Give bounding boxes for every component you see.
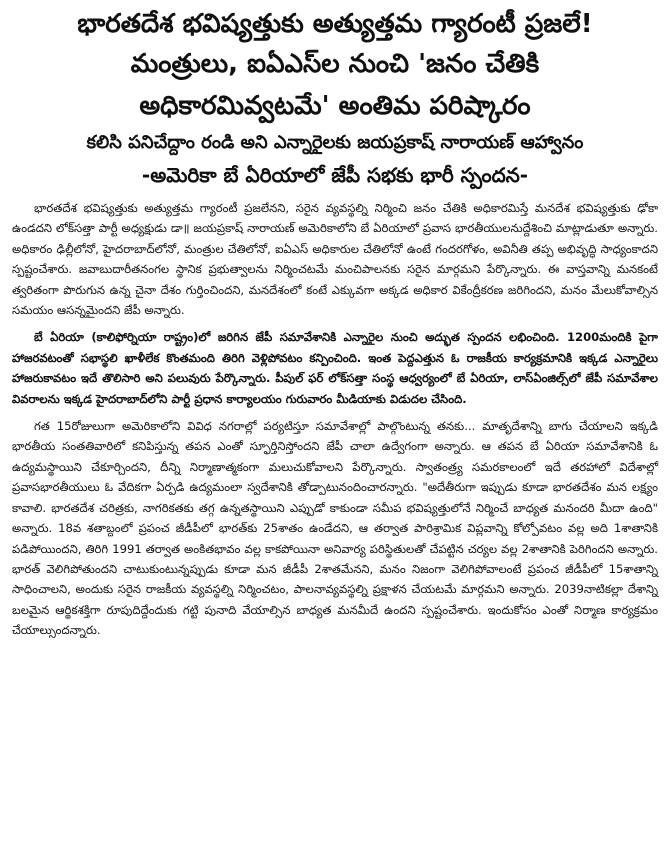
article-paragraph-2: బే ఏరియా (కాలిఫోర్నియా రాష్ట్రం)లో జరిగిన జేపీ సమావేశానికి ఎన్నారైల నుంచి అద్భుత స్పందన లభించింది. 1200మందికి పైగా హాజరవటంతో సభాస్థలి ఖాళీలేక కొంతమంది తిరిగి వెళ్లిపోవటం కన్పించింది. ఇంత పెద్దఎత్తున ఓ రాజకీయ కార్యక్రమానికి ఇక్కడ ఎన్నారైలు హాజరుకావటం ఇదే తొలిసారి అని పలువురు పేర్కొన్నారు. పీపుల్ ఫర్ లోక్‌సత్తా సంస్థ ఆధ్వర్యంలో బే ఏరియా, లాస్‌ఏంజిల్స్‌లో జేపీ సమావేశాల వివరాలను ఇక్కడ హైదరాబాద్‌లోని పార్టీ ప్రధాన కార్యాలయం గురువారం మీడియాకు విడుదల చేసింది.: [12, 330, 658, 406]
article-paragraph-1: భారతదేశ భవిష్యత్తుకు అత్యుత్తమ గ్యారంటీ ప్రజలేనని, సరైన వ్యవస్థల్ని నిర్మించి జనం చేతికి అధికారమిస్తే మనదేశ భవిష్యత్తుకు ఢోకా ఉండదని లోక్‌సత్తా పార్టీ అధ్యక్షుడు డా॥ జయప్రకాష్ నారాయణ్ అమెరికాలోని బే ఏరియాలో ప్రవాస భారతీయులనుద్దేశించి మాట్లాడుతూ అన్నారు. అధికారం ఢిల్లీలోనో, హైదరాబాద్‌లోనో, మంత్రుల చేతిలోనో, ఐఏఎస్ అధికారుల చేతిలోనో ఉంటే గందరగోళం, అవినీతి తప్ప అభివృద్ధి సాధ్యంకాదని స్పష్టంచేశారు. జవాబుదారీతనంగల స్థానిక ప్రభుత్వాలను నిర్మించటమే మంచిపాలనకు సరైన మార్గమని పేర్కొన్నారు. ఈ వాస్తవాన్ని మనకంటే త్వరితంగా పొరుగున ఉన్న చైనా దేశం గుర్తించిందని, మనదేశంలో కంటే ఎక్కువగా అక్కడ అధికార వికేంద్రీకరణ జరిగిందని, మనం మేలుకోవాల్సిన సమయం ఆసన్నమైందని జేపీ అన్నారు.: [12, 201, 658, 318]
headline-main: భారతదేశ భవిష్యత్తుకు అత్యుత్తమ గ్యారంటీ ప్రజలే!: [77, 9, 593, 39]
subheadline-invitation: కలిసి పనిచేద్దాం రండి అని ఎన్నారైలకు జయప్రకాష్ నారాయణ్ ఆహ్వానం: [86, 132, 584, 153]
subheadline-bay-area: -అమెరికా బే ఏరియాలో జేపీ సభకు భారీ స్పందన-: [141, 163, 529, 187]
article-body: [12, 198, 658, 641]
headline-second: మంత్రులు, ఐఏఎస్‌ల నుంచి 'జనం చేతికి: [130, 49, 540, 79]
article-paragraph-3: గత 15రోజులుగా అమెరికాలోని వివిధ నగరాల్లో పర్యటిస్తూ సమావేశాల్లో పాల్గొంటున్న తనకు... మాతృదేశాన్ని బాగు చేయాలని ఇక్కడి భారతీయ సంతతివారిలో కనిపిస్తున్న తపన ఎంతో స్ఫూర్తినిస్తోందని జేపీ చాలా ఉద్వేగంగా అన్నారు. ఆ తపన బే ఏరియా సమావేశానికి ఓ ఉద్యమస్థాయిని చేకూర్చిందని, దీన్ని నిర్మాణాత్మకంగా మలుచుకోవాలని పేర్కొన్నారు. స్వాతంత్ర్య సమరకాలంలో ఇదే తరహాలో విదేశాల్లో ప్రవాసభారతీయులు ఓ వేదికగా ఏర్పడి ఉద్యమంలా స్వదేశానికి తోడ్పాటునందించారన్నారు. "అదేతీరుగా ఇప్పుడు కూడా భారతదేశం మన లక్ష్యం కావాలి. భారతదేశ చరిత్రకు, నాగరికతకు తగ్గ ఉన్నతస్థాయిని ఎప్పుడో కాకుండా సమీప భవిష్యత్తులోనే నిర్మించే బాధ్యత మనందరి మీదా ఉంది" అన్నారు. 18వ శతాబ్దంలో ప్రపంచ జీడీపీలో భారత్‌కు 25శాతం ఉండేదని, ఆ తర్వాత పారిశ్రామిక విప్లవాన్ని కోల్పోవటం వల్ల అది 1శాతానికి పడిపోయిందని, తిరిగి 1991 తర్వాత అంకితభావం వల్ల కాకపోయినా అనివార్య పరిస్థితులతో చేపట్టిన చర్యల వల్ల 2శాతానికి పెరిగిందని అన్నారు. భారత్ వెలిగిపోతుందని చాటుకుంటున్నప్పుడు కూడా మన జీడీపీ 2శాతమేనని, మనం నిజంగా వెలిగిపోవాలంటే ప్రపంచ జీడీపీలో 15శాతాన్ని సాధించాలని, అందుకు సరైన రాజకీయ వ్యవస్థల్ని నిర్మించటం, పాలనావ్యవస్థల్ని ప్రక్షాళన చేయటమే మార్గమని అన్నారు. 2039నాటికల్లా దేశాన్ని బలమైన ఆర్థికశక్తిగా రూపుదిద్దేందుకు గట్టి పునాది వేయాల్సిన బాధ్యత మనమీదే ఉందని స్పష్టంచేశారు. ఇందుకోసం ఎంతో నిర్మాణ కార్యక్రమం చేయాల్సుందన్నారు.: [12, 419, 658, 638]
headline-third: అధికారమివ్వటమే' అంతిమ పరిష్కారం: [139, 91, 531, 121]
